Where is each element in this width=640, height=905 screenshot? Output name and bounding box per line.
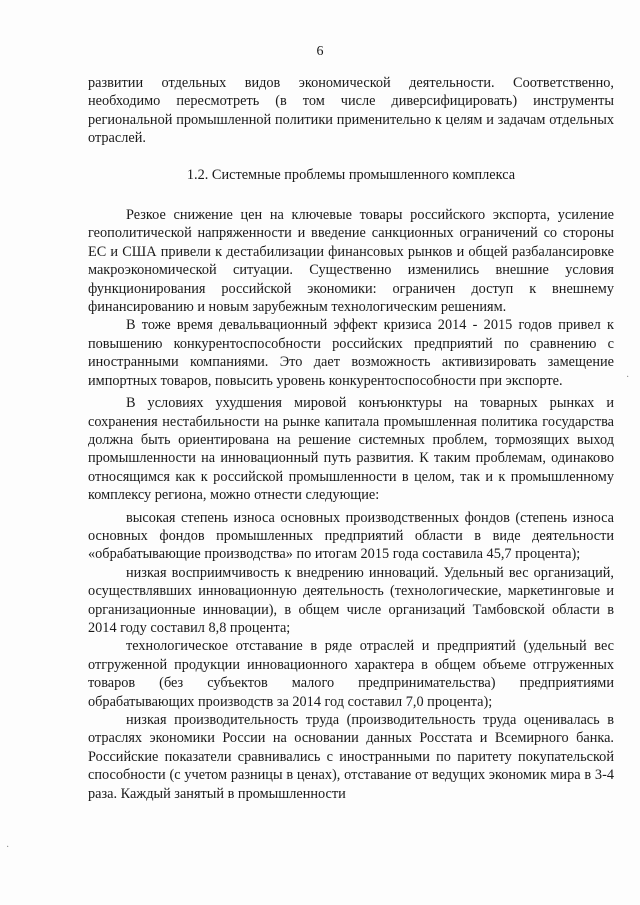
paragraph-continuation: развитии отдельных видов экономической деятельности. Соответственно, необходимо пересмотреть (в том числе диверсифицировать) инструменты региональной промышленной политики применительно к целям и задачам отдельных отраслей.: [88, 75, 614, 147]
list-item-technological-lag: технологическое отставание в ряде отраслей и предприятий (удельный вес отгруженной продукции инновационного характера в общем объеме отгруженных товаров (без субъектов малого предпринимательства) предприятиями обрабатывающих производств за 2014 год составил 7,0 процента);: [88, 638, 614, 710]
paragraph-systemic-problems: В условиях ухудшения мировой конъюнктуры на товарных рынках и сохранения нестабильности на рынке капитала промышленная политика государства должна быть ориентирована на решение системных проблем, тормозящих выход промышленности на инновационный путь развития. К таким проблемам, одинаково относящимся как к российской промышленности в целом, так и к промышленному комплексу региона, можно отнести следующие:: [88, 395, 614, 504]
paragraph-devaluation: В тоже время девальвационный эффект кризиса 2014 - 2015 годов привел к повышению конкурентоспособности российских предприятий по сравнению с иностранными компаниями. Это дает возможность активизировать замещение импортных товаров, повысить уровень конкурентоспособности при экспорте.: [88, 317, 614, 389]
scan-speck: ·: [626, 372, 630, 383]
list-item-fixed-assets-wear: высокая степень износа основных производственных фондов (степень износа основных фондов промышленных предприятий области в виде деятельности «обрабатывающие производства» по итогам 2015 года составила 45,7 процента);: [88, 509, 614, 563]
list-item-labor-productivity: низкая производительность труда (производительность труда оценивалась в отраслях экономики России на основании данных Росстата и Всемирного банка. Российские показатели сравнивались с иностранными по паритету покупательской способности (с учетом разницы в ценах), отставание от ведущих экономик мира в 3-4 раза. Каждый занятый в промышленности: [88, 712, 614, 802]
list-item-innovation-receptivity: низкая восприимчивость к внедрению инноваций. Удельный вес организаций, осуществлявших инновационную деятельность (технологические, маркетинговые и организационные инновации), в общем числе организаций Тамбовской области в 2014 году составил 8,8 процента;: [88, 564, 614, 636]
section-heading: 1.2. Системные проблемы промышленного комплекса: [186, 166, 516, 183]
paragraph-external-conditions: Резкое снижение цен на ключевые товары российского экспорта, усиление геополитической напряженности и введение санкционных ограничений со стороны ЕС и США привели к дестабилизации финансовых рынков и общей разбалансировке макроэкономической ситуации. Существенно изменились внешние условия функционирования российской экономики: ограничен доступ к внешнему финансированию и новым зарубежным технологическим решениям.: [88, 207, 614, 316]
page-body: [88, 74, 614, 803]
scan-speck: ·: [6, 842, 10, 853]
page-number: 6: [316, 44, 324, 59]
